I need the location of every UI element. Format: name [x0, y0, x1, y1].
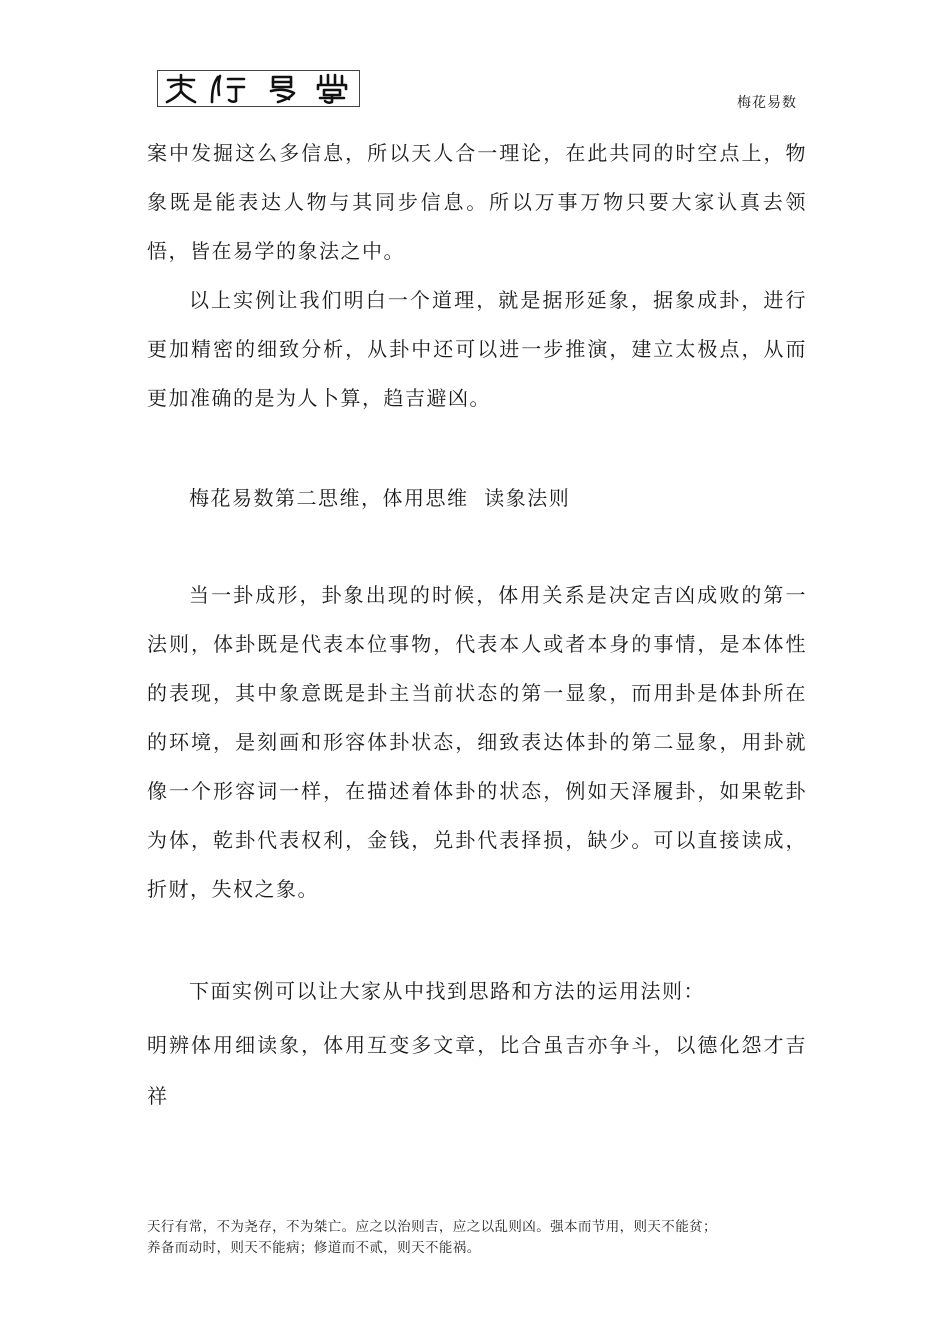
body-paragraph: [147, 963, 807, 1122]
verse-text: 明辨体用细读象，体用互变多文章，比合虽吉亦争斗，以德化怨才吉祥: [147, 1033, 807, 1108]
footer-quote: [147, 1217, 812, 1259]
header-logo: [157, 70, 360, 107]
paragraph-text: 案中发掘这么多信息，所以天人合一理论，在此共同的时空点上，物象既是能表达人物与其同步信息。所以万事万物只要大家认真去领悟，皆在易学的象法之中。: [147, 141, 807, 263]
paragraph-text: 以上实例让我们明白一个道理，就是据形延象，据象成卦，进行更加精密的细致分析，从卦中还可以进一步推演，建立太极点，从而更加准确的是为人卜算，趋吉避凶。: [147, 288, 807, 410]
body-paragraph-continued: [147, 129, 807, 276]
paragraph-text: 下面实例可以让大家从中找到思路和方法的运用法则：: [189, 979, 705, 1003]
heading-text: 梅花易数第二思维，体用思维 读象法则: [189, 486, 571, 510]
body-paragraph: [147, 571, 807, 914]
paragraph-text: 当一卦成形，卦象出现的时候，体用关系是决定吉凶成败的第一法则，体卦既是代表本位事物，代表本人或者本身的事情，是本体性的表现，其中象意既是卦主当前状态的第一显象，而用卦是体卦所在的环境，是刻画和形容体卦状态，细致表达体卦的第二显象，用卦就像一个形容词一样，在描述着体卦的状态，例如天泽履卦，如果乾卦为体，乾卦代表权利，金钱，兑卦代表择损，缺少。可以直接读成，折财，失权之象。: [147, 583, 807, 901]
section-heading: [147, 474, 807, 523]
footer-line: 养备而动时，则天不能病；修道而不贰，则天不能祸。: [147, 1240, 481, 1256]
seal-script-logo-icon: [158, 71, 359, 106]
footer-line: 天行有常，不为尧存，不为桀亡。应之以治则吉，应之以乱则凶。强本而节用，则天不能贫；: [147, 1219, 717, 1235]
body-paragraph: [147, 276, 807, 423]
section-title: 梅花易数: [737, 95, 797, 111]
